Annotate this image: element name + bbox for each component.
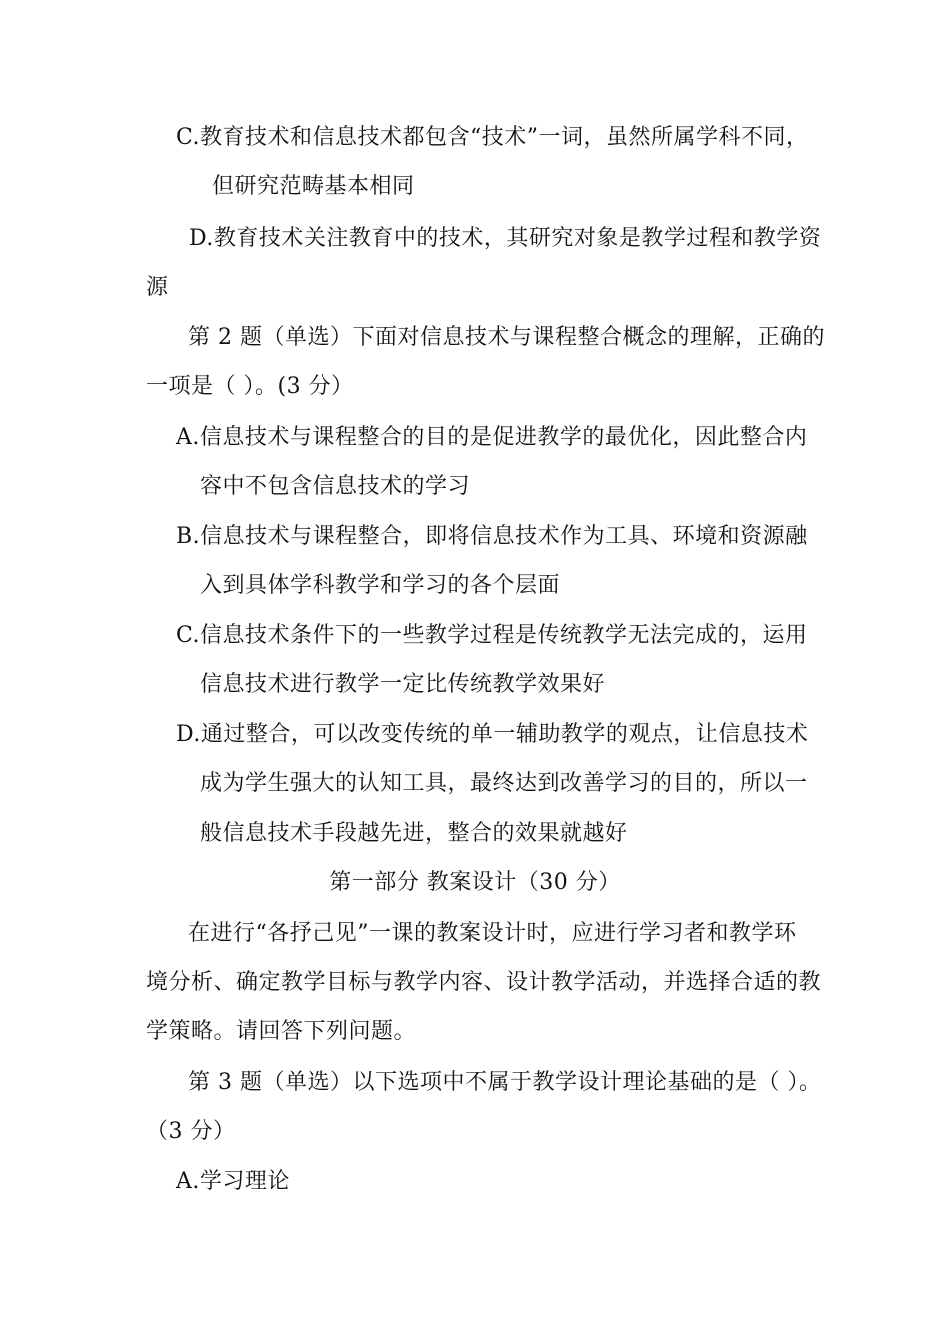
q3-stem-line-2: （3 分） (146, 1119, 236, 1144)
intro-line-1: 在进行“各抒己见”一课的教案设计时，应进行学习者和教学环 (188, 921, 797, 946)
q2-option-a-line-1: A.信息技术与课程整合的目的是促进教学的最优化，因此整合内 (176, 425, 808, 450)
q2-stem-line-1: 第 2 题（单选）下面对信息技术与课程整合概念的理解，正确的 (188, 325, 825, 350)
q2-option-d-line-1: D.通过整合，可以改变传统的单一辅助教学的观点，让信息技术 (176, 722, 809, 747)
q1-option-d-line-2: 源 (146, 275, 169, 300)
q1-option-d-line-1: D.教育技术关注教育中的技术，其研究对象是教学过程和教学资 (189, 226, 822, 251)
q2-stem-line-2: 一项是（ ）。(3 分） (146, 374, 354, 399)
q2-option-d-line-3: 般信息技术手段越先进，整合的效果就越好 (200, 821, 628, 846)
q3-option-a: A.学习理论 (176, 1169, 290, 1194)
q2-option-c-line-2: 信息技术进行教学一定比传统教学效果好 (200, 672, 606, 697)
intro-line-2: 境分析、确定教学目标与教学内容、设计教学活动，并选择合适的教 (146, 970, 822, 995)
q3-stem-line-1: 第 3 题（单选）以下选项中不属于教学设计理论基础的是（ ）。 (188, 1070, 822, 1095)
intro-line-3: 学策略。请回答下列问题。 (146, 1019, 417, 1044)
q2-option-c-line-1: C.信息技术条件下的一些教学过程是传统教学无法完成的，运用 (176, 623, 808, 648)
q1-option-c-line-2: 但研究范畴基本相同 (212, 174, 415, 199)
q2-option-b-line-1: B.信息技术与课程整合，即将信息技术作为工具、环境和资源融 (176, 524, 808, 549)
section-title: 第一部分 教案设计（30 分） (329, 870, 621, 895)
q2-option-d-line-2: 成为学生强大的认知工具，最终达到改善学习的目的，所以一 (200, 771, 808, 796)
q2-option-a-line-2: 容中不包含信息技术的学习 (200, 474, 471, 499)
q2-option-b-line-2: 入到具体学科教学和学习的各个层面 (200, 573, 561, 598)
q1-option-c-line-1: C.教育技术和信息技术都包含“技术”一词，虽然所属学科不同， (176, 125, 809, 150)
